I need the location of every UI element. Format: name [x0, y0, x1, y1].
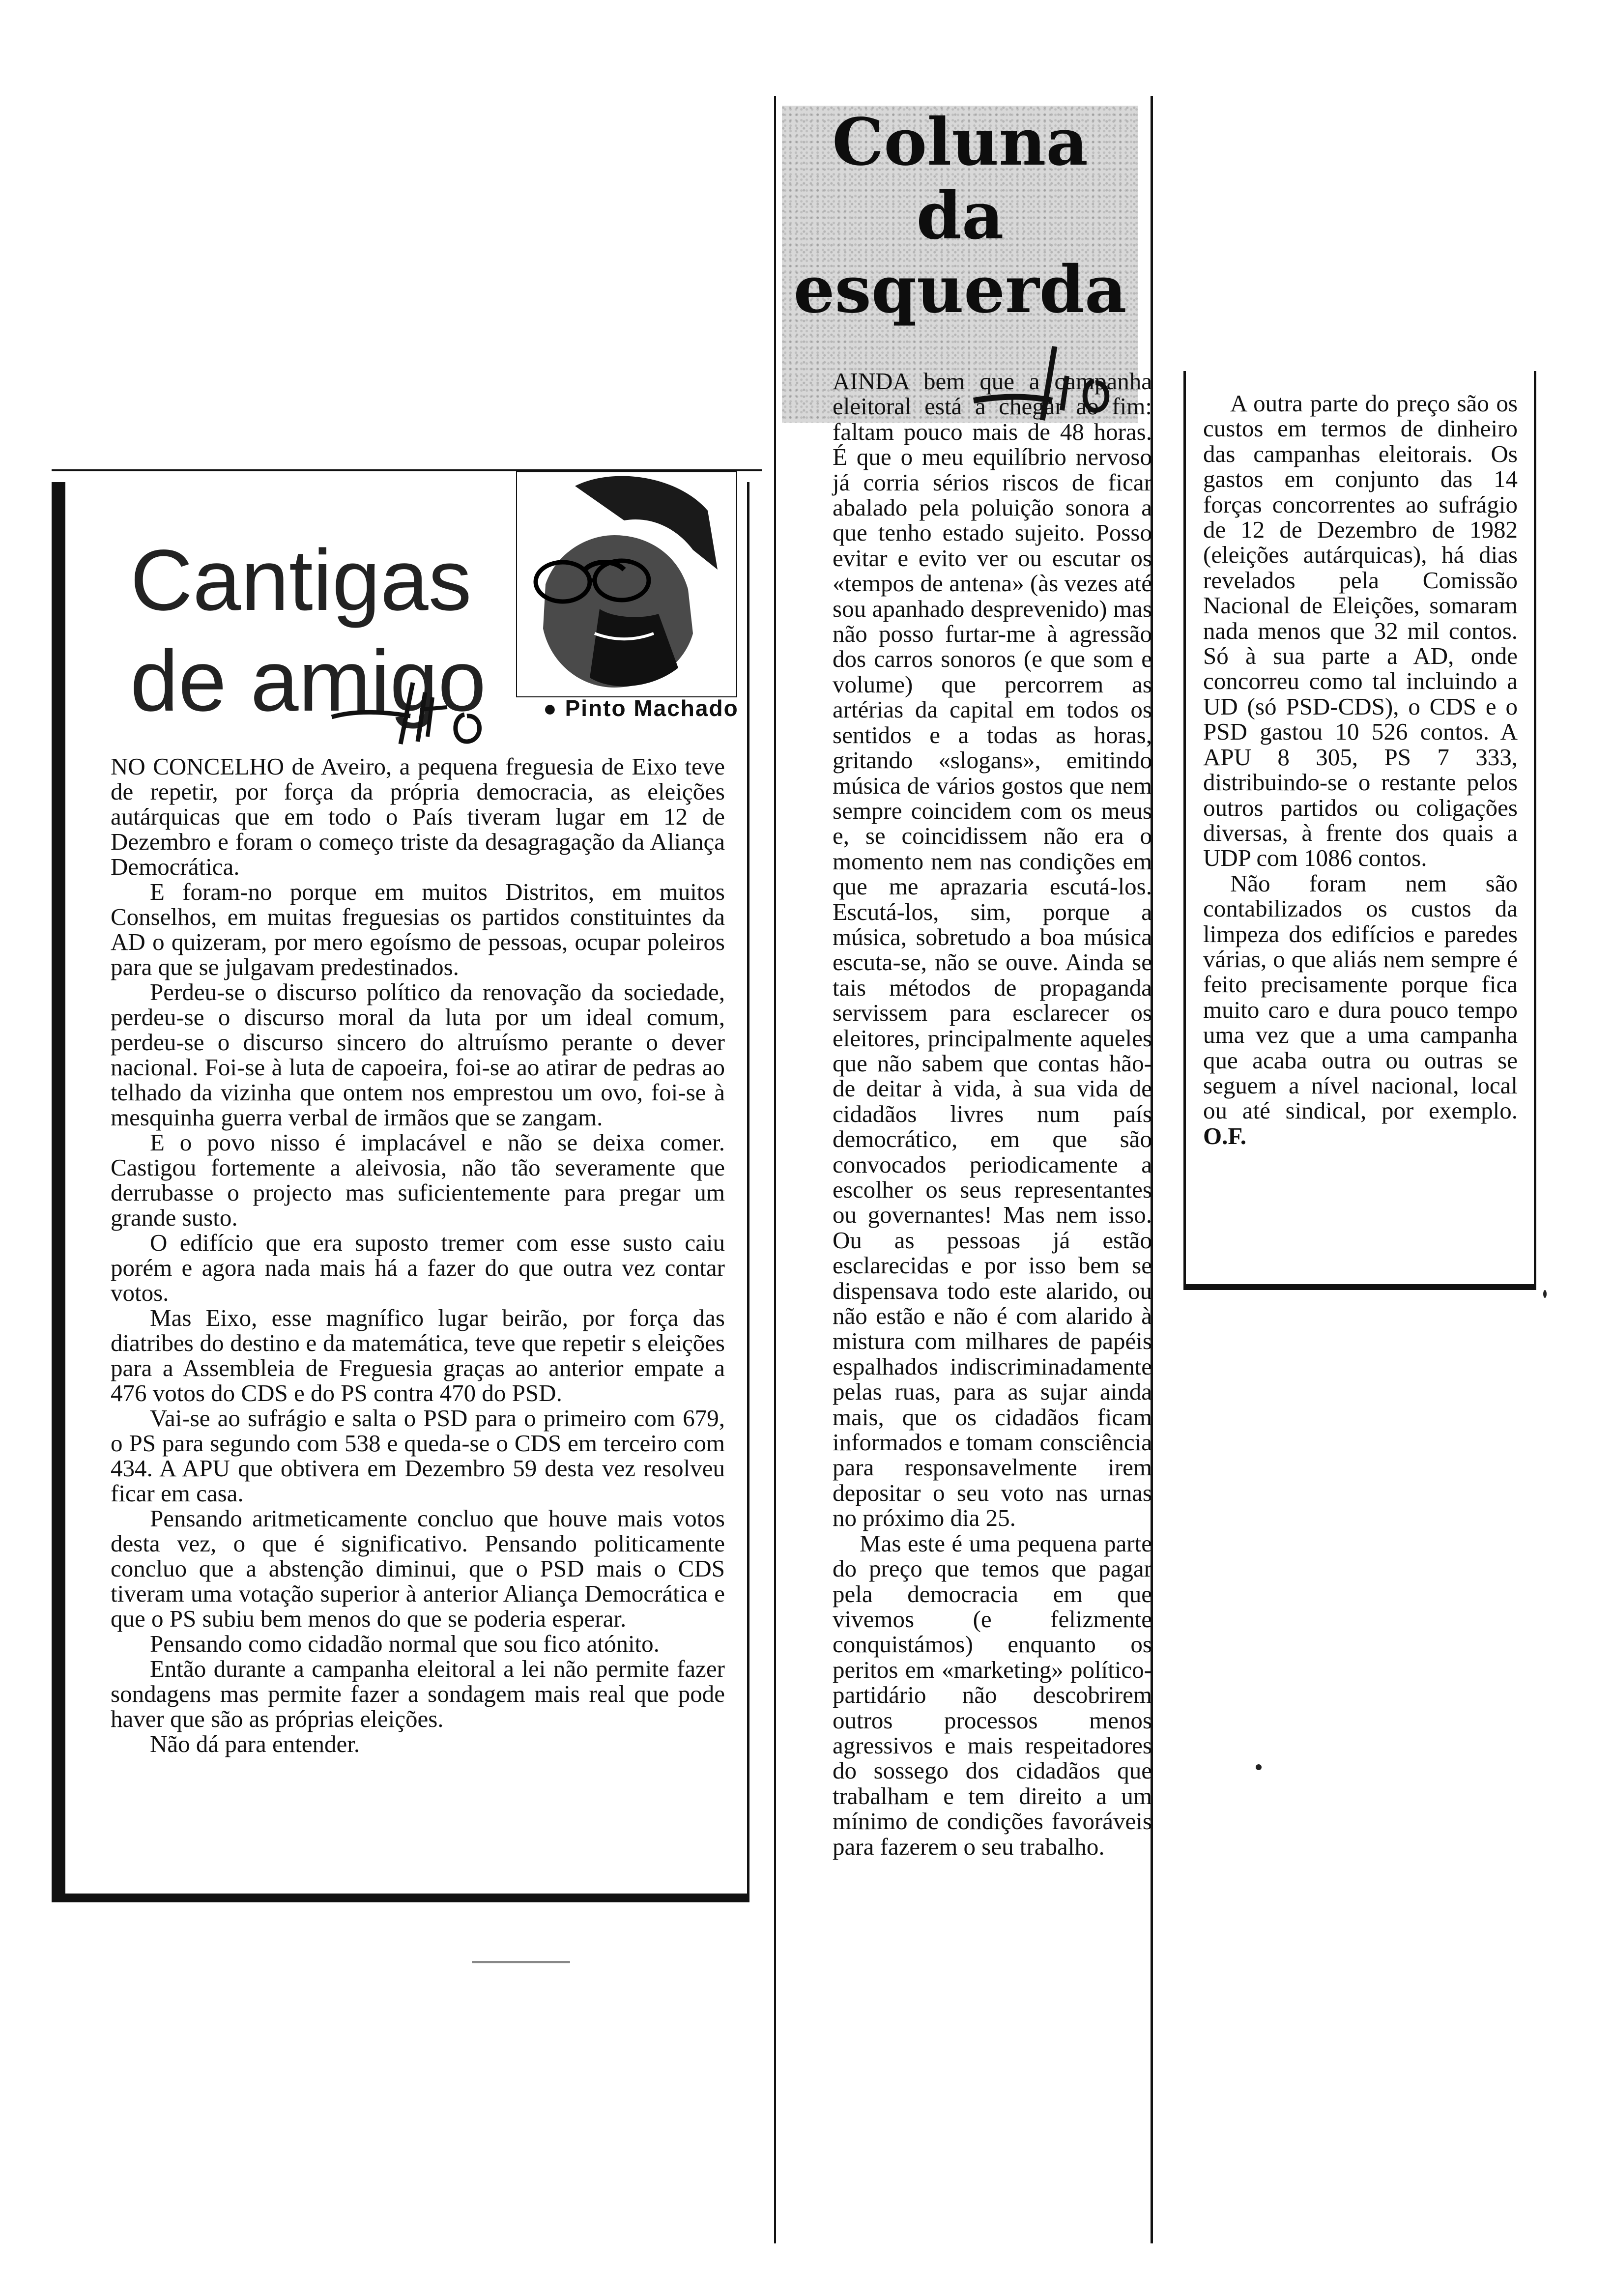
- paragraph-text: Não foram nem são contabilizados os custos da limpeza dos edifícios e paredes várias, o que aliás nem sempre é feito precisamente porque fica muito caro e dura pouco tempo uma vez que a uma campanha que acaba outra ou outras se seguem a nível nacional, local ou até sindical, por exemplo.: [1203, 869, 1518, 1124]
- scan-speck: [1543, 1290, 1547, 1298]
- paragraph: O edifício que era suposto tremer com esse susto caiu porém e agora nada mais há a fazer do que outra vez contar votos.: [111, 1229, 725, 1306]
- paragraph: A outra parte do preço são os custos em termos de dinheiro das campanhas eleitorais. Os gastos em conjunto das 14 forças concorrentes ao sufrágio de 12 de Dezembro de 1982 (eleições autárquicas), há dias revelados pela Comissão Nacional de Eleições, somaram nada menos que 32 mil contos. Só à sua parte a AD, onde concorreu como tal incluindo a UD (só PSD-CDS), o CDS e o PSD gastou 10 526 contos. A APU 8 305, PS 7 333, distribuindo-se o restante pelos outros partidos ou coligações diversas, à frente dos quais a UDP com 1086 contos.: [1203, 390, 1518, 872]
- author-portrait-icon: [516, 471, 737, 697]
- author-initials: O.F.: [1203, 1122, 1247, 1149]
- bottom-rule: [1183, 1284, 1536, 1290]
- scan-speck: [472, 1961, 570, 1963]
- handwritten-mark-icon: [327, 663, 504, 756]
- article-cantigas-de-amigo: [52, 469, 762, 1941]
- paragraph: E o povo nisso é implacável e não se deixa comer. Castigou fortemente a aleivosia, não tão severamente que derrubasse o projecto mas suficientemente para pregar um grande susto.: [111, 1129, 725, 1231]
- article-continuation: [1183, 371, 1536, 1290]
- scan-speck: [1256, 1764, 1262, 1770]
- paragraph: Então durante a campanha eleitoral a lei não permite fazer sondagens mas permite fazer a sondagem mais real que pode haver que são as próprias eleições.: [111, 1655, 725, 1732]
- article-coluna-da-esquerda: [774, 96, 1153, 2243]
- paragraph: [1203, 871, 1518, 1148]
- title-line-1: Cantigas: [130, 532, 472, 629]
- column-header-line-1: Coluna: [832, 104, 1088, 180]
- column-body: [833, 369, 1152, 1859]
- column-body: [1203, 391, 1518, 1148]
- column-header-line-2: da: [916, 178, 1004, 254]
- paragraph: Vai-se ao sufrágio e salta o PSD para o primeiro com 679, o PS para segundo com 538 e queda-se o CDS em terceiro com 434. A APU que obtivera em Dezembro 59 desta vez resolveu ficar em casa.: [111, 1405, 725, 1507]
- paragraph: Perdeu-se o discurso político da renovação da sociedade, perdeu-se o discurso moral da luta por um ideal comum, perdeu-se o discurso sincero do altruísmo perante o dever nacional. Foi-se à luta de capoeira, foi-se ao atirar de pedras ao telhado da vizinha que ontem nos emprestou um ovo, foi-se à mesquinha guerra verbal de irmãos que se zangam.: [111, 978, 725, 1131]
- paragraph: Pensando como cidadão normal que sou fico atónito.: [150, 1630, 660, 1657]
- paragraph: Mas Eixo, esse magnífico lugar beirão, por força das diatribes do destino e da matemática, teve que repetir s eleições para a Assembleia de Freguesia graças ao anterior empate a 476 votos do CDS e do PS contra 470 do PSD.: [111, 1304, 725, 1406]
- title-line-2: de amigo: [130, 633, 487, 729]
- paragraph: Pensando aritmeticamente concluo que houve mais votos desta vez, o que é significativo. Pensando politicamente concluo que a abstenção diminui, que o PSD mais o CDS tiveram uma votação superior à anterior Aliança Democrática e que o PS subiu bem menos do que se poderia esperar.: [111, 1505, 725, 1632]
- author-byline: ● Pinto Machado: [543, 695, 739, 721]
- paragraph: Não dá para entender.: [150, 1730, 360, 1757]
- paragraph: AINDA bem que a campanha eleitoral está a chegar ao fim: faltam pouco mais de 48 horas. É que o meu equilíbrio nervoso já corria sérios riscos de ficar abalado pela poluição sonora a que tenho estado sujeito. Posso evitar e evito ver ou escutar os «tempos de antena» (às vezes até sou apanhado desprevenido) mas não posso furtar-me à agressão dos carros sonoros (e que som e volume) que percorrem as artérias da capital em todos os sentidos e a todas as horas, gritando «slogans», emitindo música de vários gostos que nem sempre coincidem com os meus e, se coincidissem não era o momento nem nas condições em que me aprazaria escutá-los. Escutá-los, sim, porque a música, sobretudo a boa música escuta-se, não se ouve. Ainda se tais métodos de propaganda servissem para esclarecer os eleitores, principalmente aqueles que não sabem que contas hão-de deitar à vida, à sua vida de cidadãos livres num país democrático, em que são convocados periodicamente a escolher os seus representantes ou governantes! Mas nem isso. Ou as pessoas já estão esclarecidas e por isso bem se dispensava todo este alarido, ou não estão e não é com alarido à mistura com milhares de papéis espalhados indiscriminadamente pelas ruas, para as sujar ainda mais, que os cidadãos ficam informados e tomam consciência para responsavelmente irem depositar o seu voto nas urnas no próximo dia 25.: [833, 368, 1152, 1532]
- column-header-line-3: esquerda: [793, 252, 1127, 328]
- paragraph: Mas este é uma pequena parte do preço que temos que pagar pela democracia em que vivemos (e felizmente conquistámos) enquanto os peritos em «marketing» político-partidário não descobrirem outros processos menos agressivos e mais respeitadores do sossego dos cidadãos que trabalham e tem direito a um mínimo de condições favoráveis para fazerem o seu trabalho.: [833, 1529, 1152, 1860]
- paragraph: NO CONCELHO de Aveiro, a pequena freguesia de Eixo teve de repetir, por força da própria democracia, as eleições autárquicas que em todo o País tiveram lugar em 12 de Dezembro e foram o começo triste da desagragação da Aliança Democrática.: [111, 753, 725, 880]
- article-body: [111, 754, 725, 1756]
- paragraph: E foram-no porque em muitos Distritos, em muitos Conselhos, em muitas freguesias os partidos constituintes da AD o quizeram, por mero egoísmo de pessoas, ocupar poleiros para que se julgavam predestinados.: [111, 878, 725, 980]
